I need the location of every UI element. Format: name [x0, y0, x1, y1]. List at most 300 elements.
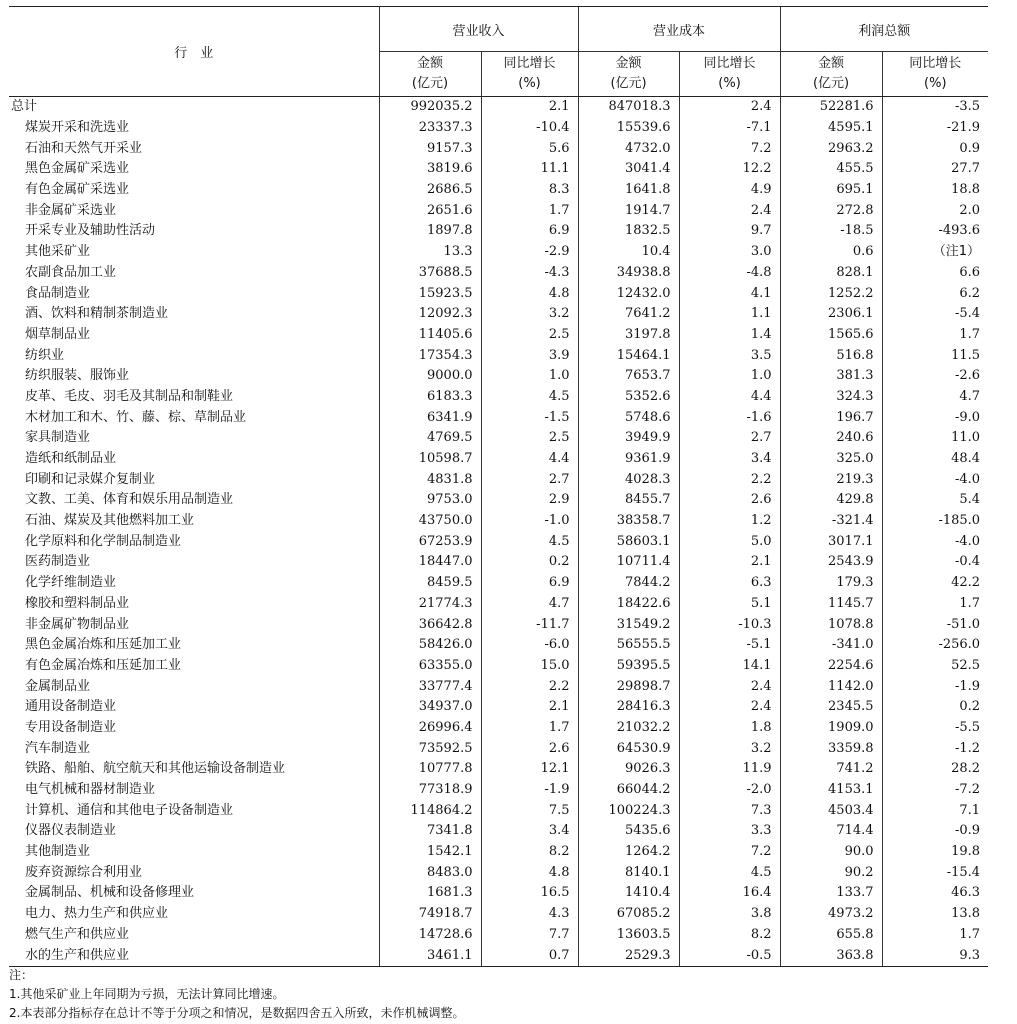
industry-name-cell: 有色金属矿采选业: [25, 182, 130, 198]
revenue-growth-cell: 1.0: [481, 366, 578, 387]
cost-amount-cell: 56555.5: [578, 635, 679, 656]
revenue-growth-cell: 2.5: [481, 325, 578, 346]
table-notes: [9, 966, 999, 1023]
cost-amount-cell: 5435.6: [578, 821, 679, 842]
cost-amount-cell: 10.4: [578, 242, 679, 263]
industry-finance-table: [9, 6, 988, 967]
cost-growth-header: 同比增长 (%): [679, 52, 780, 97]
revenue-amount-cell: 74918.7: [379, 904, 481, 925]
industry-name-cell: 其他采矿业: [25, 244, 91, 260]
revenue-amount-cell: 77318.9: [379, 780, 481, 801]
profit-amount-cell: 2543.9: [780, 552, 882, 573]
profit-amount-cell: 516.8: [780, 345, 882, 366]
table-row: [9, 676, 988, 697]
cost-growth-cell: 3.4: [679, 449, 780, 470]
profit-growth-cell: 7.1: [882, 800, 988, 821]
profit-amount-cell: 90.0: [780, 842, 882, 863]
profit-amount-cell: 3017.1: [780, 531, 882, 552]
profit-growth-cell: -4.0: [882, 531, 988, 552]
table-row: [9, 180, 988, 201]
profit-growth-header: 同比增长 (%): [882, 52, 988, 97]
profit-growth-cell: -7.2: [882, 780, 988, 801]
cost-amount-cell: 4028.3: [578, 469, 679, 490]
revenue-amount-cell: 2686.5: [379, 180, 481, 201]
revenue-amount-cell: 2651.6: [379, 200, 481, 221]
revenue-growth-cell: 4.4: [481, 449, 578, 470]
profit-growth-cell: 48.4: [882, 449, 988, 470]
cost-growth-cell: 1.1: [679, 304, 780, 325]
revenue-amount-cell: 13.3: [379, 242, 481, 263]
profit-amount-cell: -321.4: [780, 511, 882, 532]
table-row: [9, 531, 988, 552]
industry-name-cell: 铁路、船舶、航空航天和其他运输设备制造业: [25, 761, 286, 777]
profit-growth-cell: -1.2: [882, 738, 988, 759]
revenue-amount-cell: 9157.3: [379, 138, 481, 159]
profit-amount-cell: 219.3: [780, 469, 882, 490]
cost-growth-cell: 7.2: [679, 842, 780, 863]
cost-growth-cell: 4.9: [679, 180, 780, 201]
table-row: [9, 800, 988, 821]
table-body: [9, 97, 988, 967]
cost-growth-cell: 1.2: [679, 511, 780, 532]
cost-amount-cell: 8140.1: [578, 862, 679, 883]
profit-growth-cell: -15.4: [882, 862, 988, 883]
cost-growth-cell: -7.1: [679, 118, 780, 139]
profit-growth-cell: 19.8: [882, 842, 988, 863]
industry-name-cell: 化学原料和化学制品制造业: [25, 533, 182, 549]
profit-amount-cell: 2254.6: [780, 656, 882, 677]
total-row: [9, 97, 988, 118]
revenue-amount-cell: 8483.0: [379, 862, 481, 883]
table-row: [9, 925, 988, 946]
profit-amount-cell: 1142.0: [780, 676, 882, 697]
revenue-amount-cell: 1897.8: [379, 221, 481, 242]
profit-growth-cell: 11.5: [882, 345, 988, 366]
industry-name-cell: 燃气生产和供应业: [25, 926, 130, 942]
profit-growth-cell: 13.8: [882, 904, 988, 925]
revenue-amount-cell: 12092.3: [379, 304, 481, 325]
cost-growth-cell: 9.7: [679, 221, 780, 242]
cost-growth-cell: 4.4: [679, 387, 780, 408]
industry-name-cell: 水的生产和供应业: [9, 945, 379, 966]
cost-growth-cell: 4.1: [679, 283, 780, 304]
industry-name-cell: 家具制造业: [25, 430, 91, 446]
industry-name-cell: 文教、工美、体育和娱乐用品制造业: [25, 492, 234, 508]
revenue-amount-cell: 33777.4: [379, 676, 481, 697]
note-2: 2.本表部分指标存在总计不等于分项之和情况，是数据四舍五入所致，未作机械调整。: [9, 1006, 465, 1020]
profit-growth-cell: 2.0: [882, 200, 988, 221]
cost-growth-cell: 4.5: [679, 862, 780, 883]
cost-amount-cell: 64530.9: [578, 738, 679, 759]
cost-amount-cell: 66044.2: [578, 780, 679, 801]
cost-amount-cell: 2529.3: [578, 945, 679, 966]
industry-name-cell: 黑色金属矿采选业: [25, 161, 130, 177]
profit-growth-cell: （注1）: [882, 242, 988, 263]
industry-name-cell: 纺织服装、服饰业: [25, 368, 130, 384]
table-row: [9, 697, 988, 718]
revenue-amount-cell: 43750.0: [379, 511, 481, 532]
industry-name-cell: 专用设备制造业: [25, 719, 117, 735]
cost-growth-cell: 2.4: [679, 200, 780, 221]
revenue-growth-cell: -4.3: [481, 263, 578, 284]
revenue-growth-cell: 8.3: [481, 180, 578, 201]
cost-growth-cell: 2.6: [679, 490, 780, 511]
revenue-growth-cell: 4.8: [481, 862, 578, 883]
cost-amount-cell: 10711.4: [578, 552, 679, 573]
profit-growth-cell: 6.6: [882, 263, 988, 284]
cost-growth-cell: 2.2: [679, 469, 780, 490]
profit-amount-cell: 196.7: [780, 407, 882, 428]
revenue-amount-header: 金额 (亿元): [379, 52, 481, 97]
revenue-amount-cell: 14728.6: [379, 925, 481, 946]
revenue-growth-header: 同比增长 (%): [481, 52, 578, 97]
table-row: [9, 862, 988, 883]
table-row: [9, 387, 988, 408]
revenue-growth-cell: -10.4: [481, 118, 578, 139]
profit-growth-cell: 4.7: [882, 387, 988, 408]
table-row: [9, 821, 988, 842]
cost-growth-cell: 1.4: [679, 325, 780, 346]
table-row: [9, 263, 988, 284]
revenue-growth-cell: 3.9: [481, 345, 578, 366]
cost-amount-cell: 15539.6: [578, 118, 679, 139]
cost-growth-cell: -4.8: [679, 263, 780, 284]
revenue-growth-cell: 7.7: [481, 925, 578, 946]
revenue-amount-cell: 6341.9: [379, 407, 481, 428]
industry-name-cell: 石油和天然气开采业: [25, 140, 143, 156]
cost-amount-cell: 9361.9: [578, 449, 679, 470]
cost-amount-cell: 3041.4: [578, 159, 679, 180]
profit-amount-cell: 4503.4: [780, 800, 882, 821]
cost-growth-cell: 16.4: [679, 883, 780, 904]
profit-growth-cell: -0.9: [882, 821, 988, 842]
table-row: [9, 304, 988, 325]
cost-amount-cell: 31549.2: [578, 614, 679, 635]
profit-amount-cell: 655.8: [780, 925, 882, 946]
cost-amount-cell: 21032.2: [578, 718, 679, 739]
revenue-amount-cell: 26996.4: [379, 718, 481, 739]
industry-name-cell: 烟草制品业: [25, 326, 91, 342]
revenue-growth-cell: 4.8: [481, 283, 578, 304]
cost-amount-cell: 9026.3: [578, 759, 679, 780]
profit-growth-cell: -51.0: [882, 614, 988, 635]
industry-name-cell: 非金属矿采选业: [25, 202, 117, 218]
table-row: [9, 449, 988, 470]
profit-growth-cell: 1.7: [882, 925, 988, 946]
profit-amount-cell: 455.5: [780, 159, 882, 180]
cost-growth-cell: 12.2: [679, 159, 780, 180]
profit-growth-cell: 18.8: [882, 180, 988, 201]
table-row: [9, 490, 988, 511]
industry-finance-table-wrapper: [9, 6, 988, 967]
revenue-growth-cell: 4.5: [481, 531, 578, 552]
industry-name-cell: 印刷和记录媒介复制业: [25, 471, 156, 487]
table-row: [9, 945, 988, 966]
profit-amount-cell: 381.3: [780, 366, 882, 387]
profit-amount-cell: 2306.1: [780, 304, 882, 325]
profit-amount-cell: 90.2: [780, 862, 882, 883]
table-row: [9, 883, 988, 904]
cost-amount-cell: 58603.1: [578, 531, 679, 552]
revenue-growth-cell: 4.5: [481, 387, 578, 408]
cost-growth-cell: 7.2: [679, 138, 780, 159]
revenue-growth-cell: 3.2: [481, 304, 578, 325]
cost-growth-cell: 2.4: [679, 697, 780, 718]
cost-amount-cell: 15464.1: [578, 345, 679, 366]
note-1: 1.其他采矿业上年同期为亏损，无法计算同比增速。: [9, 987, 285, 1001]
profit-amount-cell: 325.0: [780, 449, 882, 470]
cost-growth-cell: 3.5: [679, 345, 780, 366]
industry-name-cell: 有色金属冶炼和压延加工业: [25, 657, 182, 673]
cost-amount-cell: 5352.6: [578, 387, 679, 408]
revenue-growth-cell: 15.0: [481, 656, 578, 677]
table-row: [9, 614, 988, 635]
profit-growth-cell: -185.0: [882, 511, 988, 532]
profit-growth-cell: -1.9: [882, 676, 988, 697]
profit-growth-cell: -9.0: [882, 407, 988, 428]
profit-growth-cell: 42.2: [882, 573, 988, 594]
profit-amount-cell: 1565.6: [780, 325, 882, 346]
profit-amount-cell: 1252.2: [780, 283, 882, 304]
table-row: [9, 511, 988, 532]
profit-amount-cell: 2345.5: [780, 697, 882, 718]
industry-name-cell: 木材加工和木、竹、藤、棕、草制品业: [25, 409, 247, 425]
profit-amount-cell: 2963.2: [780, 138, 882, 159]
table-row: [9, 469, 988, 490]
revenue-growth-cell: 2.1: [481, 697, 578, 718]
industry-column-header: 行 业: [9, 7, 379, 97]
industry-name-cell: 金属制品、机械和设备修理业: [25, 885, 195, 901]
revenue-amount-cell: 11405.6: [379, 325, 481, 346]
revenue-growth-cell: 1.7: [481, 200, 578, 221]
profit-amount-cell: 240.6: [780, 428, 882, 449]
table-row: [9, 242, 988, 263]
cost-amount-cell: 12432.0: [578, 283, 679, 304]
revenue-growth-cell: 6.9: [481, 221, 578, 242]
profit-growth-cell: 6.2: [882, 283, 988, 304]
cost-amount-cell: 4732.0: [578, 138, 679, 159]
industry-name-cell: 废弃资源综合利用业: [25, 864, 143, 880]
profit-growth-cell: -0.4: [882, 552, 988, 573]
profit-growth-cell: 0.9: [882, 138, 988, 159]
revenue-amount-cell: 1681.3: [379, 883, 481, 904]
profit-amount-cell: 272.8: [780, 200, 882, 221]
cost-growth-cell: -10.3: [679, 614, 780, 635]
cost-growth-cell: 14.1: [679, 656, 780, 677]
cost-growth-cell: 8.2: [679, 925, 780, 946]
notes-heading: 注：: [9, 968, 34, 982]
industry-name-cell: 石油、煤炭及其他燃料加工业: [25, 513, 195, 529]
profit-growth-cell: 11.0: [882, 428, 988, 449]
table-row: [9, 594, 988, 615]
cost-amount-cell: 5748.6: [578, 407, 679, 428]
revenue-growth-cell: 2.2: [481, 676, 578, 697]
cost-growth-cell: 2.4: [679, 676, 780, 697]
revenue-growth-cell: 1.7: [481, 718, 578, 739]
profit-amount-cell: -18.5: [780, 221, 882, 242]
revenue-amount-cell: 6183.3: [379, 387, 481, 408]
profit-amount-cell: 741.2: [780, 759, 882, 780]
cost-amount-cell: 1410.4: [578, 883, 679, 904]
industry-name-cell: 皮革、毛皮、羽毛及其制品和制鞋业: [25, 388, 234, 404]
revenue-growth-cell: 2.1: [481, 97, 578, 118]
cost-amount-cell: 8455.7: [578, 490, 679, 511]
revenue-growth-cell: -1.5: [481, 407, 578, 428]
industry-name-cell: 电力、热力生产和供应业: [25, 906, 169, 922]
profit-amount-cell: 179.3: [780, 573, 882, 594]
profit-growth-cell: 1.7: [882, 594, 988, 615]
industry-name-cell: 总计: [11, 99, 38, 115]
industry-name-cell: 造纸和纸制品业: [25, 451, 117, 467]
table-header: [9, 7, 988, 97]
cost-amount-cell: 34938.8: [578, 263, 679, 284]
cost-growth-cell: 3.0: [679, 242, 780, 263]
profit-amount-cell: 52281.6: [780, 97, 882, 118]
profit-growth-cell: -493.6: [882, 221, 988, 242]
table-row: [9, 904, 988, 925]
profit-growth-cell: 46.3: [882, 883, 988, 904]
industry-name-cell: 金属制品业: [25, 678, 91, 694]
profit-group-header: 利润总额: [780, 7, 988, 52]
revenue-growth-cell: 2.6: [481, 738, 578, 759]
cost-amount-cell: 7641.2: [578, 304, 679, 325]
cost-growth-cell: 11.9: [679, 759, 780, 780]
cost-growth-cell: 2.7: [679, 428, 780, 449]
profit-amount-cell: 4595.1: [780, 118, 882, 139]
profit-growth-cell: 0.2: [882, 697, 988, 718]
cost-amount-cell: 29898.7: [578, 676, 679, 697]
cost-growth-cell: -0.5: [679, 945, 780, 966]
profit-growth-cell: -4.0: [882, 469, 988, 490]
table-row: [9, 738, 988, 759]
cost-amount-cell: 18422.6: [578, 594, 679, 615]
revenue-growth-cell: 4.7: [481, 594, 578, 615]
industry-name-cell: 计算机、通信和其他电子设备制造业: [25, 802, 234, 818]
revenue-amount-cell: 114864.2: [379, 800, 481, 821]
revenue-amount-cell: 9000.0: [379, 366, 481, 387]
table-row: [9, 552, 988, 573]
industry-name-cell: 橡胶和塑料制品业: [25, 595, 130, 611]
profit-growth-cell: -3.5: [882, 97, 988, 118]
cost-amount-cell: 3949.9: [578, 428, 679, 449]
cost-amount-cell: 100224.3: [578, 800, 679, 821]
profit-amount-cell: 0.6: [780, 242, 882, 263]
cost-amount-cell: 67085.2: [578, 904, 679, 925]
cost-group-header: 营业成本: [578, 7, 780, 52]
revenue-amount-cell: 9753.0: [379, 490, 481, 511]
table-row: [9, 159, 988, 180]
revenue-growth-cell: 2.5: [481, 428, 578, 449]
revenue-amount-cell: 10598.7: [379, 449, 481, 470]
cost-amount-cell: 59395.5: [578, 656, 679, 677]
revenue-growth-cell: -2.9: [481, 242, 578, 263]
cost-amount-cell: 1914.7: [578, 200, 679, 221]
revenue-amount-cell: 34937.0: [379, 697, 481, 718]
revenue-amount-cell: 73592.5: [379, 738, 481, 759]
revenue-amount-cell: 18447.0: [379, 552, 481, 573]
cost-amount-cell: 38358.7: [578, 511, 679, 532]
cost-growth-cell: 6.3: [679, 573, 780, 594]
cost-growth-cell: 3.8: [679, 904, 780, 925]
table-row: [9, 345, 988, 366]
profit-amount-cell: 133.7: [780, 883, 882, 904]
revenue-group-header: 营业收入: [379, 7, 578, 52]
revenue-growth-cell: 2.7: [481, 469, 578, 490]
industry-name-cell: 仪器仪表制造业: [25, 823, 117, 839]
industry-name-cell: 化学纤维制造业: [25, 575, 117, 591]
revenue-amount-cell: 1542.1: [379, 842, 481, 863]
industry-name-cell: 食品制造业: [25, 285, 91, 301]
cost-amount-cell: 7844.2: [578, 573, 679, 594]
table-row: [9, 635, 988, 656]
table-row: [9, 366, 988, 387]
profit-amount-cell: 4973.2: [780, 904, 882, 925]
profit-growth-cell: 1.7: [882, 325, 988, 346]
cost-growth-cell: 3.2: [679, 738, 780, 759]
profit-growth-cell: 28.2: [882, 759, 988, 780]
industry-name-cell: 电气机械和器材制造业: [25, 782, 156, 798]
revenue-growth-cell: 0.2: [481, 552, 578, 573]
revenue-growth-cell: 6.9: [481, 573, 578, 594]
profit-growth-cell: 52.5: [882, 656, 988, 677]
cost-amount-cell: 1264.2: [578, 842, 679, 863]
revenue-growth-cell: 0.7: [481, 945, 578, 966]
revenue-growth-cell: 11.1: [481, 159, 578, 180]
cost-growth-cell: 5.1: [679, 594, 780, 615]
revenue-amount-cell: 3819.6: [379, 159, 481, 180]
industry-name-cell: 汽车制造业: [25, 740, 91, 756]
profit-amount-cell: 1909.0: [780, 718, 882, 739]
profit-amount-cell: 3359.8: [780, 738, 882, 759]
cost-amount-header: 金额 (亿元): [578, 52, 679, 97]
profit-growth-cell: -21.9: [882, 118, 988, 139]
revenue-amount-cell: 63355.0: [379, 656, 481, 677]
profit-growth-cell: -2.6: [882, 366, 988, 387]
cost-amount-cell: 1641.8: [578, 180, 679, 201]
revenue-growth-cell: -6.0: [481, 635, 578, 656]
table-row: [9, 573, 988, 594]
revenue-growth-cell: 4.3: [481, 904, 578, 925]
revenue-growth-cell: -1.0: [481, 511, 578, 532]
profit-growth-cell: 27.7: [882, 159, 988, 180]
cost-growth-cell: 5.0: [679, 531, 780, 552]
revenue-amount-cell: 7341.8: [379, 821, 481, 842]
revenue-amount-cell: 17354.3: [379, 345, 481, 366]
cost-growth-cell: 7.3: [679, 800, 780, 821]
profit-amount-header: 金额 (亿元): [780, 52, 882, 97]
cost-amount-cell: 847018.3: [578, 97, 679, 118]
profit-growth-cell: -5.5: [882, 718, 988, 739]
revenue-growth-cell: 16.5: [481, 883, 578, 904]
revenue-amount-cell: 37688.5: [379, 263, 481, 284]
table-row: [9, 656, 988, 677]
industry-name-cell: 非金属矿物制品业: [25, 616, 130, 632]
profit-amount-cell: 828.1: [780, 263, 882, 284]
cost-amount-cell: 13603.5: [578, 925, 679, 946]
cost-amount-cell: 3197.8: [578, 325, 679, 346]
cost-growth-cell: 2.4: [679, 97, 780, 118]
revenue-amount-cell: 4769.5: [379, 428, 481, 449]
revenue-growth-cell: 12.1: [481, 759, 578, 780]
industry-name-cell: 酒、饮料和精制茶制造业: [25, 306, 169, 322]
table-row: [9, 407, 988, 428]
table-row: [9, 718, 988, 739]
cost-amount-cell: 1832.5: [578, 221, 679, 242]
revenue-growth-cell: 3.4: [481, 821, 578, 842]
profit-growth-cell: 9.3: [882, 945, 988, 966]
table-row: [9, 221, 988, 242]
table-row: [9, 428, 988, 449]
